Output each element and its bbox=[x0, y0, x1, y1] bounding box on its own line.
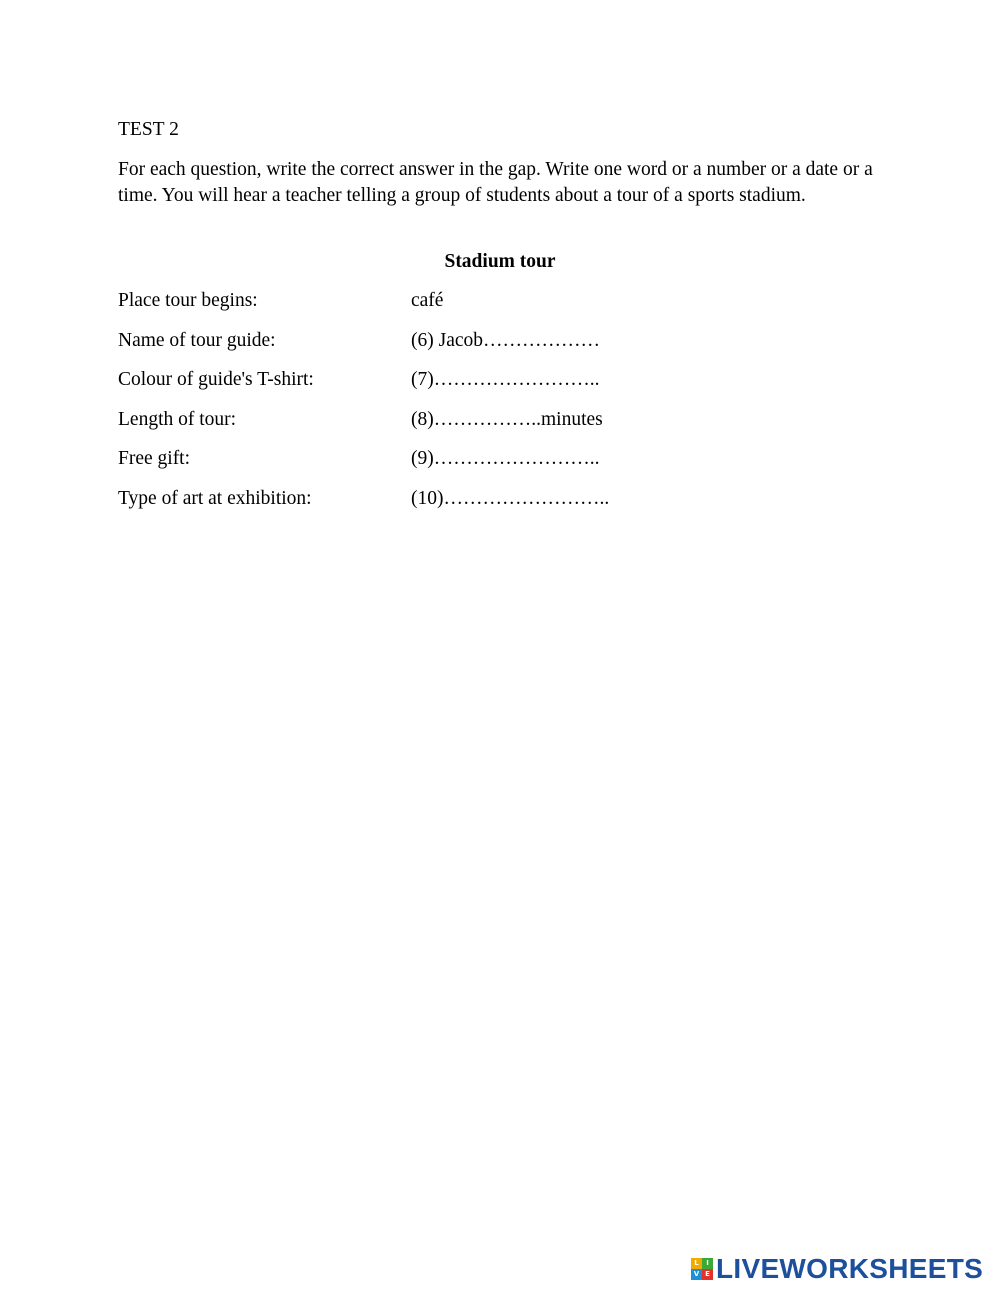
logo-mark-letter: L bbox=[691, 1258, 702, 1269]
table-row bbox=[0, 447, 1000, 473]
logo-mark-letter: E bbox=[702, 1269, 713, 1280]
table-row bbox=[0, 329, 1000, 355]
row-answer: café bbox=[411, 290, 444, 311]
logo-mark-letter: V bbox=[691, 1269, 702, 1280]
row-label: Type of art at exhibition: bbox=[118, 488, 312, 509]
answer-gap-7[interactable]: (7)…………………….. bbox=[411, 369, 600, 390]
row-label: Free gift: bbox=[118, 448, 191, 469]
logo-text: LIVEWORKSHEETS bbox=[716, 1253, 984, 1284]
table-row bbox=[0, 368, 1000, 394]
instructions-text: For each question, write the correct answer in the gap. Write one word or a number or a date or a time. You will hear a teacher telling a group of students about a tour of a sports stadium. bbox=[118, 159, 873, 206]
liveworksheets-logo[interactable] bbox=[691, 1253, 983, 1285]
answer-gap-10[interactable]: (10)…………………….. bbox=[411, 488, 610, 509]
logo-mark-icon bbox=[691, 1258, 713, 1280]
row-label: Place tour begins: bbox=[118, 290, 258, 311]
answer-gap-9[interactable]: (9)…………………….. bbox=[411, 448, 600, 469]
row-label: Colour of guide's T-shirt: bbox=[118, 369, 314, 390]
row-label: Length of tour: bbox=[118, 409, 237, 430]
table-row bbox=[0, 289, 1000, 315]
answer-gap-6[interactable]: (6) Jacob……………… bbox=[411, 330, 601, 351]
table-row bbox=[0, 487, 1000, 513]
table-row bbox=[0, 408, 1000, 434]
test-title: TEST 2 bbox=[118, 119, 179, 140]
answer-gap-8[interactable]: (8)……………..minutes bbox=[411, 409, 603, 430]
row-label: Name of tour guide: bbox=[118, 330, 276, 351]
table-heading: Stadium tour bbox=[444, 251, 556, 272]
logo-mark-letter: I bbox=[702, 1258, 713, 1269]
